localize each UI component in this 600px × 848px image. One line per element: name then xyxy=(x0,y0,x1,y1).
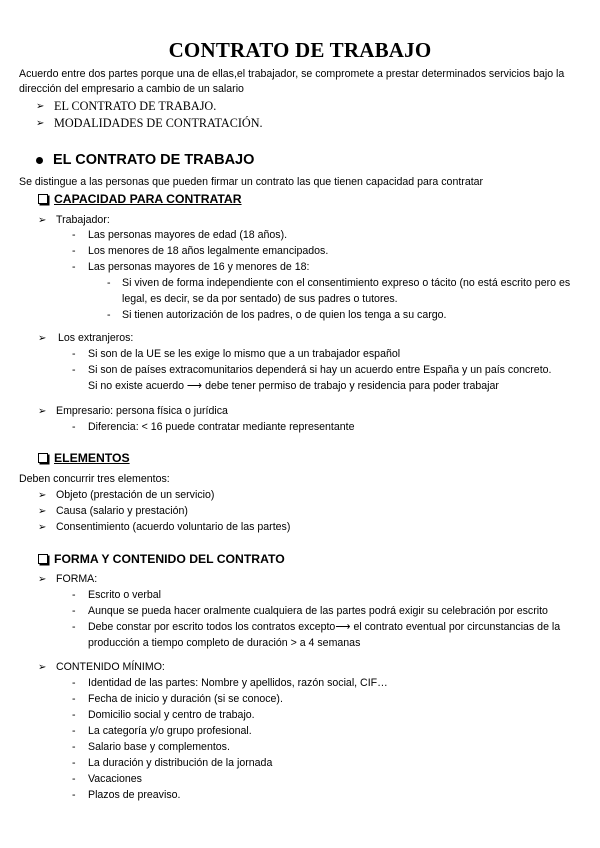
dash-item: - xyxy=(72,677,76,689)
section-description: Se distingue a las personas que pueden firmar un contrato las que tienen capacidad para contratar xyxy=(19,176,484,188)
list-item: La duración y distribución de la jornada xyxy=(88,757,273,769)
list-item: Plazos de preaviso. xyxy=(88,789,181,801)
list-item: Si son de países extracomunitarios dependerá si hay un acuerdo entre España y un país concreto. xyxy=(88,364,552,376)
dash-item: - xyxy=(72,757,76,769)
page-title: CONTRATO DE TRABAJO xyxy=(168,38,432,62)
dash-item: - xyxy=(72,709,76,721)
list-item: Diferencia: < 16 puede contratar mediante representante xyxy=(88,421,355,433)
list-item: Salario base y complementos. xyxy=(88,741,230,753)
checkbox-bullet-icon xyxy=(38,194,48,204)
dash-item: - xyxy=(72,589,76,601)
index-item: ➢ EL CONTRATO DE TRABAJO. xyxy=(36,99,217,113)
arrow-bullet-icon: ➢ xyxy=(38,215,47,226)
dash-item: - xyxy=(72,741,76,753)
list-item: ➢ Consentimiento (acuerdo voluntario de las partes) xyxy=(38,521,291,533)
checkbox-bullet-icon xyxy=(38,554,48,564)
list-item: ➢ Empresario: persona física o jurídica xyxy=(38,405,228,417)
list-item: legal, es decir, se da por sentado) de sus padres o tutores. xyxy=(122,293,398,305)
list-item: Vacaciones xyxy=(88,773,142,785)
round-bullet-icon xyxy=(36,157,43,164)
section-heading: EL CONTRATO DE TRABAJO xyxy=(36,152,254,168)
arrow-bullet-icon: ➢ xyxy=(36,101,45,112)
dash-item: - xyxy=(72,789,76,801)
list-item: ➢ CONTENIDO MÍNIMO: xyxy=(38,661,165,673)
list-item: Los menores de 18 años legalmente emancipados. xyxy=(88,245,329,257)
elementos-description: Deben concurrir tres elementos: xyxy=(19,473,170,485)
dash-item: - xyxy=(107,309,111,321)
dash-item: - xyxy=(72,605,76,617)
list-item: ➢ Los extranjeros: xyxy=(38,332,134,344)
list-item: La categoría y/o grupo profesional. xyxy=(88,725,252,737)
arrow-bullet-icon: ➢ xyxy=(38,333,47,344)
subsection-heading-elementos: ELEMENTOS xyxy=(38,451,130,465)
arrow-bullet-icon: ➢ xyxy=(38,522,47,533)
dash-item: - xyxy=(72,348,76,360)
arrow-bullet-icon: ➢ xyxy=(38,574,47,585)
list-item: Las personas mayores de edad (18 años). xyxy=(88,229,288,241)
arrow-bullet-icon: ➢ xyxy=(38,406,47,417)
list-item: Fecha de inicio y duración (si se conoce). xyxy=(88,693,283,705)
list-item: Aunque se pueda hacer oralmente cualquiera de las partes podrá exigir su celebración por escrito xyxy=(88,605,548,617)
index-item: ➢ MODALIDADES DE CONTRATACIÓN. xyxy=(36,116,263,130)
dash-item: - xyxy=(72,245,76,257)
dash-item: - xyxy=(72,773,76,785)
subsection-heading-capacidad: CAPACIDAD PARA CONTRATAR xyxy=(38,192,242,206)
list-item: Si viven de forma independiente con el consentimiento expreso o tácito (no está escrito pero es xyxy=(122,277,571,289)
arrow-bullet-icon: ➢ xyxy=(38,506,47,517)
dash-item: - xyxy=(72,693,76,705)
dash-item: - xyxy=(72,621,76,633)
dash-item: - xyxy=(107,277,111,289)
list-item: Las personas mayores de 16 y menores de 18: xyxy=(88,261,310,273)
list-item: ➢ FORMA: xyxy=(38,573,98,585)
dash-item: - xyxy=(72,725,76,737)
checkbox-bullet-icon xyxy=(38,453,48,463)
list-item: ➢ Objeto (prestación de un servicio) xyxy=(38,489,215,501)
intro-paragraph: Acuerdo entre dos partes porque una de ellas,el trabajador, se compromete a prestar determinados servicios bajo la dirección del empresario a cambio de un salario xyxy=(19,68,565,95)
arrow-bullet-icon: ➢ xyxy=(38,490,47,501)
list-item: Si no existe acuerdo ⟶ debe tener permiso de trabajo y residencia para poder trabajar xyxy=(88,380,499,392)
dash-item: - xyxy=(72,364,76,376)
list-item: Debe constar por escrito todos los contratos excepto⟶ el contrato eventual por circunstancias de la xyxy=(88,621,561,633)
arrow-bullet-icon: ➢ xyxy=(36,118,45,129)
dash-item: - xyxy=(72,229,76,241)
dash-item: - xyxy=(72,421,76,433)
list-item: producción a tiempo completo de duración > a 4 semanas xyxy=(88,637,361,649)
list-item: Escrito o verbal xyxy=(88,589,162,601)
list-item: Si tienen autorización de los padres, o de quien los tenga a su cargo. xyxy=(122,309,447,321)
arrow-bullet-icon: ➢ xyxy=(38,662,47,673)
list-item: Si son de la UE se les exige lo mismo que a un trabajador español xyxy=(88,348,401,360)
list-item: ➢ Trabajador: xyxy=(38,214,110,226)
list-item: ➢ Causa (salario y prestación) xyxy=(38,505,188,517)
list-item: Domicilio social y centro de trabajo. xyxy=(88,709,255,721)
subsection-heading-forma: FORMA Y CONTENIDO DEL CONTRATO xyxy=(38,552,285,566)
dash-item: - xyxy=(72,261,76,273)
index-list xyxy=(36,98,263,132)
list-item: Identidad de las partes: Nombre y apellidos, razón social, CIF… xyxy=(88,677,388,689)
